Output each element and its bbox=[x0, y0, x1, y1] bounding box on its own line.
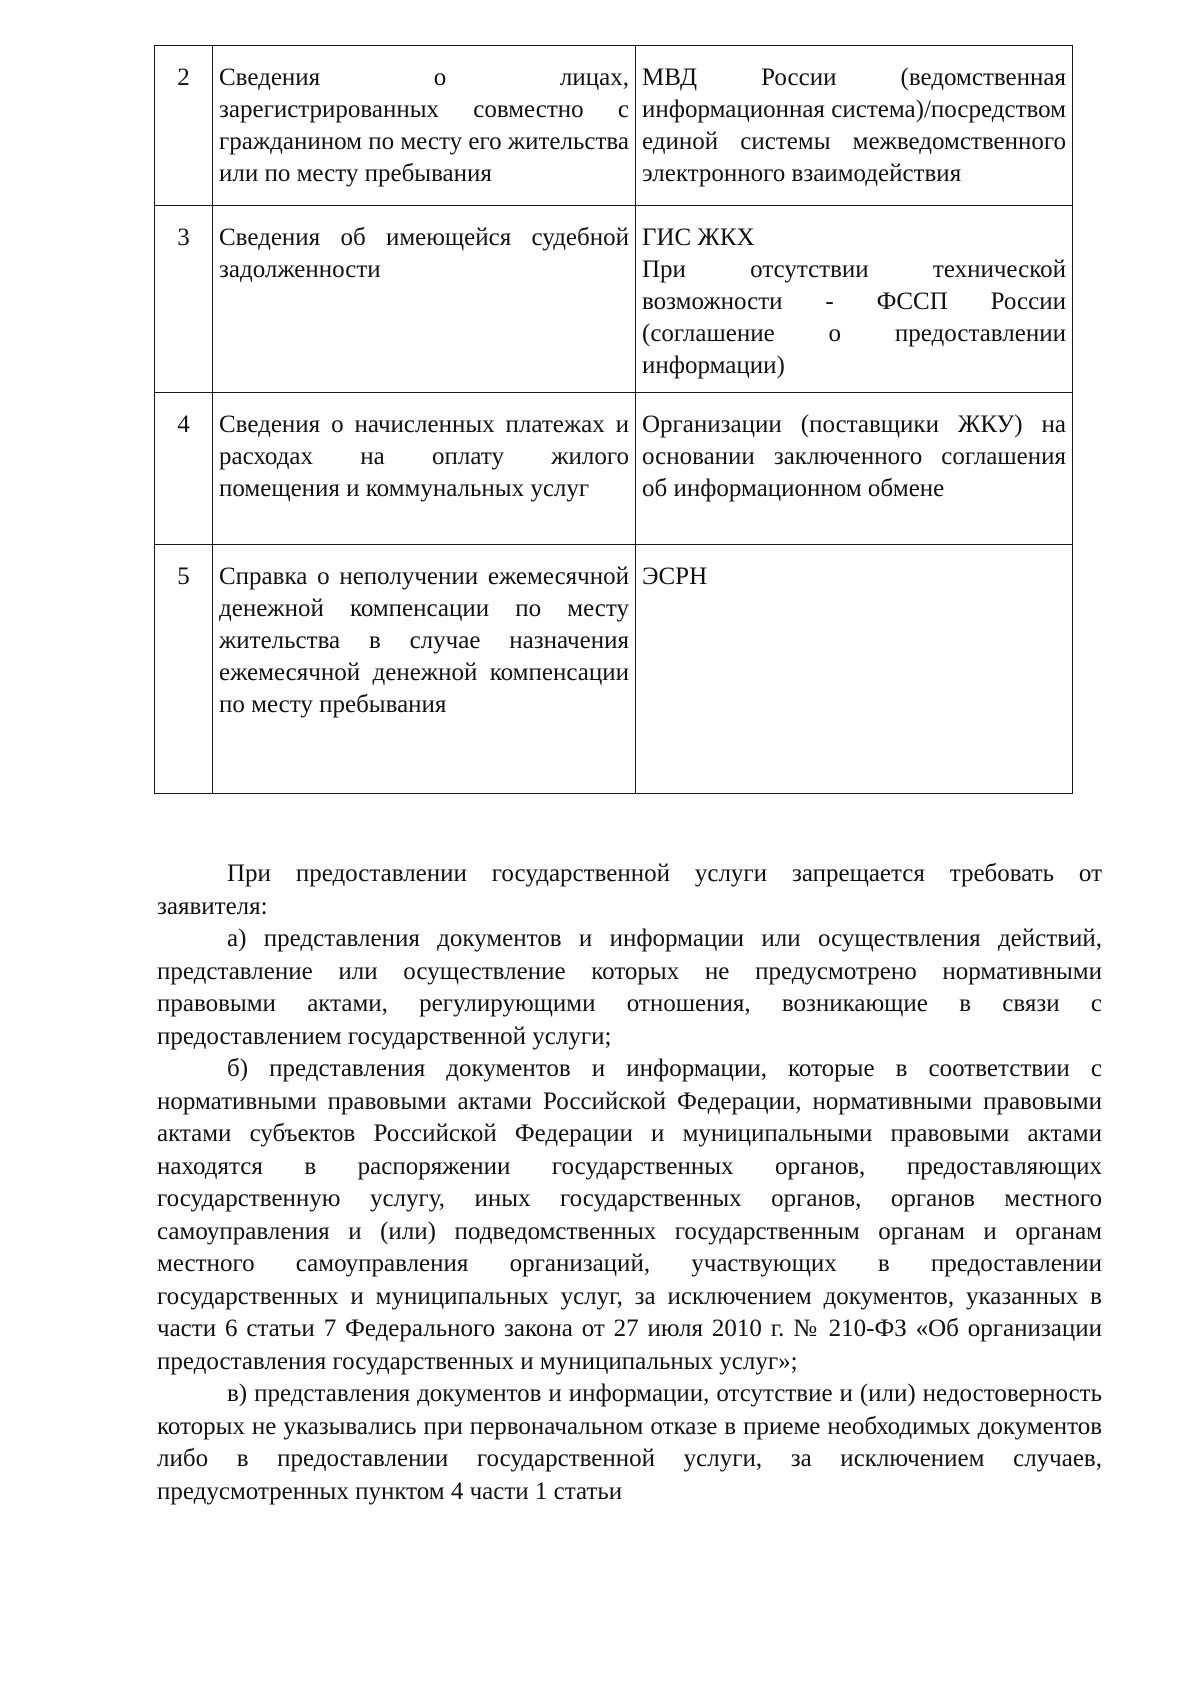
document-name-cell: Справка о неполучении ежемесячной денежной компенсации по месту жительства в случае назначения ежемесячной денежной компенсации по месту пребывания bbox=[213, 545, 636, 794]
row-number: 3 bbox=[155, 206, 213, 393]
document-source-cell: МВД России (ведомственная информационная система)/посредством единой системы межведомственного электронного взаимодействия bbox=[636, 46, 1073, 206]
source-fallback: При отсутствии технической возможности - ФССП России (соглашение о предоставлении информации) bbox=[642, 256, 1066, 379]
document-name-cell: Сведения об имеющейся судебной задолженности bbox=[213, 206, 636, 393]
document-source-cell bbox=[636, 206, 1073, 393]
table-row bbox=[155, 206, 1073, 393]
source-primary: ГИС ЖКХ bbox=[642, 224, 755, 251]
table-row bbox=[155, 545, 1073, 794]
row-number: 4 bbox=[155, 393, 213, 545]
paragraph-intro: При предоставлении государственной услуги запрещается требовать от заявителя: bbox=[157, 860, 1102, 920]
row-number: 2 bbox=[155, 46, 213, 206]
table-row bbox=[155, 393, 1073, 545]
body-text bbox=[157, 858, 1102, 1508]
paragraph-item-b: б) представления документов и информации, которые в соответствии с нормативными правовыми актами Российской Федерации, нормативными правовыми актами субъектов Российской Федерации и муниципальными правовыми актами находятся в распоряжении государственных органов, предоставляющих государственную услугу, иных государственных органов, органов местного самоуправления и (или) подведомственных государственным органам и органам местного самоуправления организаций, участвующих в предоставлении государственных и муниципальных услуг, за исключением документов, указанных в части 6 статьи 7 Федерального закона от 27 июля 2010 г. № 210-ФЗ «Об организации предоставления государственных и муниципальных услуг»; bbox=[157, 1055, 1102, 1375]
row-number: 5 bbox=[155, 545, 213, 794]
document-name-cell: Сведения о лицах, зарегистрированных совместно с гражданином по месту его жительства или по месту пребывания bbox=[213, 46, 636, 206]
table-row bbox=[155, 46, 1073, 206]
document-source-cell: ЭСРН bbox=[636, 545, 1073, 794]
document-source-cell: Организации (поставщики ЖКУ) на основании заключенного соглашения об информационном обмене bbox=[636, 393, 1073, 545]
paragraph-item-a: а) представления документов и информации или осуществления действий, представление или осуществление которых не предусмотрено нормативными правовыми актами, регулирующими отношения, возникающие в связи с предоставлением государственной услуги; bbox=[157, 925, 1102, 1050]
document-name-cell: Сведения о начисленных платежах и расходах на оплату жилого помещения и коммунальных услуг bbox=[213, 393, 636, 545]
paragraph-item-c: в) представления документов и информации, отсутствие и (или) недостоверность которых не указывались при первоначальном отказе в приеме необходимых документов либо в предоставлении государственной услуги, за исключением случаев, предусмотренных пунктом 4 части 1 статьи bbox=[157, 1380, 1102, 1505]
documents-table bbox=[154, 45, 1073, 794]
